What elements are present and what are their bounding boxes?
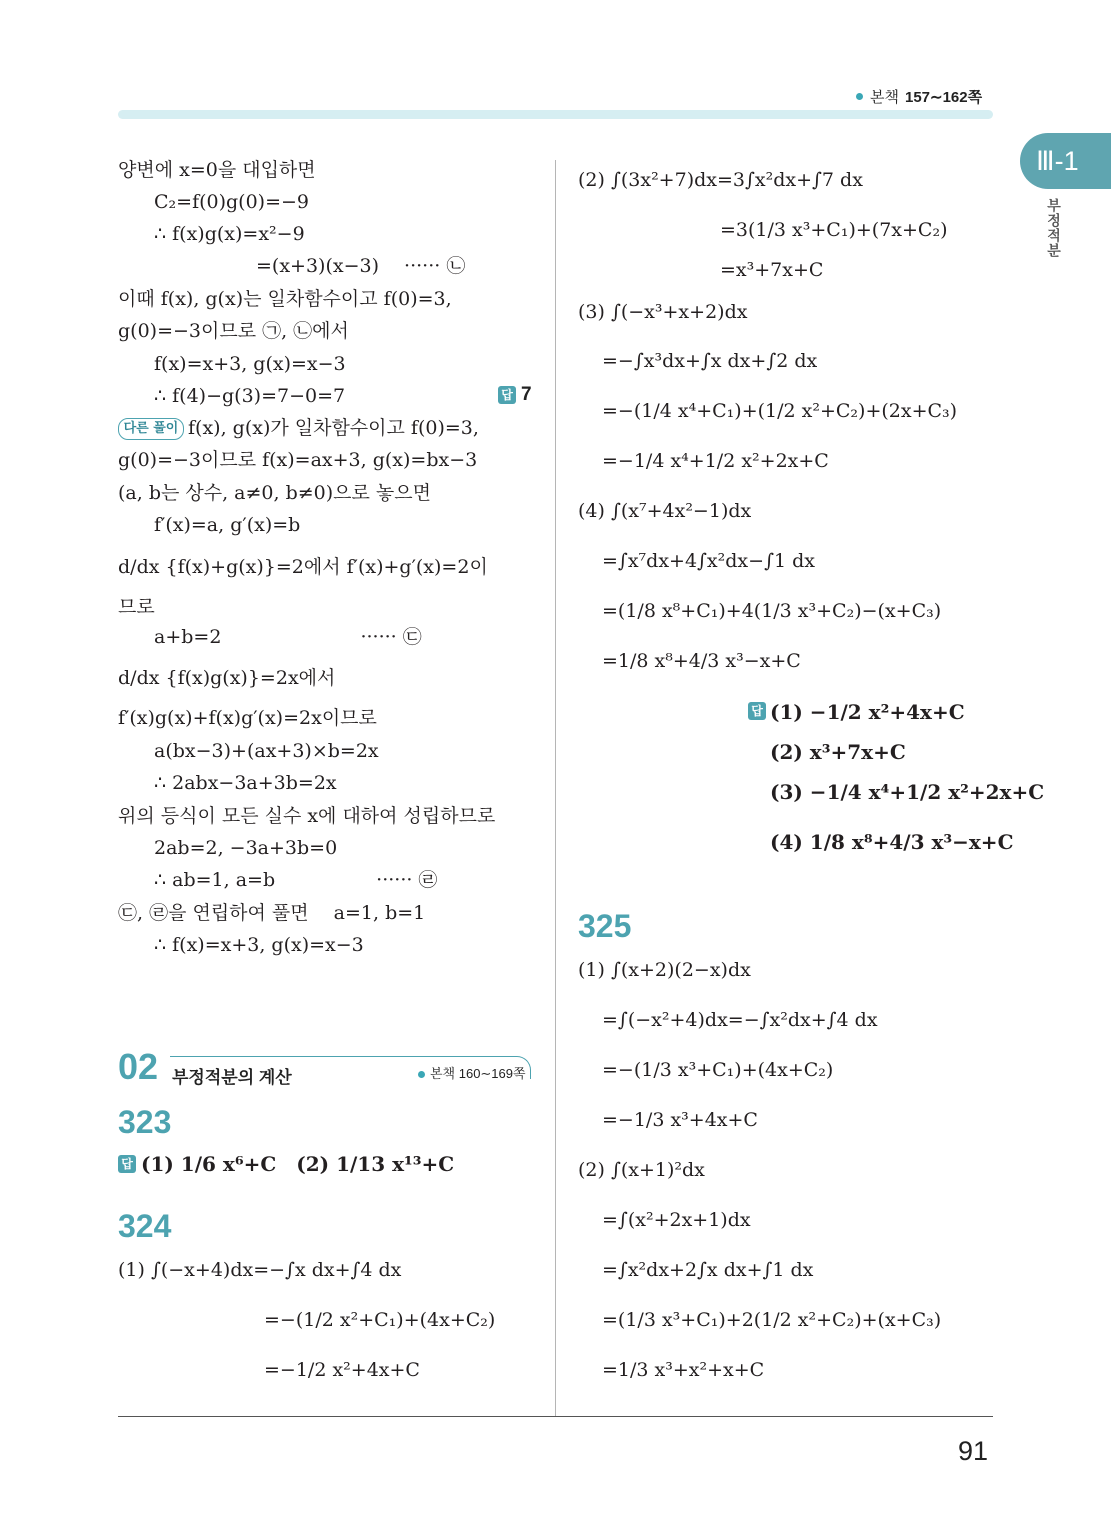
math-line: =(1/3 x³+C₁)+2(1/2 x²+C₂)+(x+C₃): [602, 1309, 942, 1331]
math-line: f′(x)=a, g′(x)=b: [154, 514, 301, 536]
math-line: (3) ∫(−x³+x+2)dx: [578, 301, 748, 323]
math-line: (1) ∫(−x+4)dx=−∫x dx+∫4 dx: [118, 1259, 402, 1281]
math-line: =−(1/3 x³+C₁)+(4x+C₂): [602, 1059, 834, 1081]
text-line: d/dx {f(x)g(x)}=2x에서: [118, 667, 336, 689]
answer-line: (1) −1/2 x²+4x+C: [770, 700, 965, 724]
text-line: 므로: [118, 596, 155, 618]
text-line: 이때 f(x), g(x)는 일차함수이고 f(0)=3,: [118, 288, 452, 310]
math-line: ∴ f(x)=x+3, g(x)=x−3: [154, 934, 364, 956]
chapter-tab: Ⅲ-1: [1020, 133, 1111, 189]
header-bar: [118, 110, 993, 119]
math-line: =−(1/2 x²+C₁)+(4x+C₂): [264, 1309, 496, 1331]
math-line: ∴ f(x)g(x)=x²−9: [154, 223, 305, 245]
text-line: f(x), g(x)가 일차함수이고 f(0)=3,: [188, 417, 479, 439]
answer-line: (3) −1/4 x⁴+1/2 x²+2x+C: [770, 780, 1045, 804]
math-line: =−1/2 x²+4x+C: [264, 1359, 420, 1381]
math-line: =−1/3 x³+4x+C: [602, 1109, 758, 1131]
text-line: 위의 등식이 모든 실수 x에 대하여 성립하므로: [118, 805, 496, 827]
math-line: 2ab=2, −3a+3b=0: [154, 837, 338, 859]
math-line: a(bx−3)+(ax+3)×b=2x: [154, 740, 379, 762]
math-line: =−∫x³dx+∫x dx+∫2 dx: [602, 350, 818, 372]
problem-number: 324: [118, 1208, 172, 1244]
text-line: g(0)=−3이므로 f(x)=ax+3, g(x)=bx−3: [118, 449, 478, 471]
answer-badge: 답: [748, 702, 766, 720]
math-line: C₂=f(0)g(0)=−9: [154, 191, 310, 213]
text-line: ㉢, ㉣을 연립하여 풀면 a=1, b=1: [118, 902, 426, 924]
alt-solution-badge: 다른 풀이: [118, 418, 184, 440]
math-line: =(1/8 x⁸+C₁)+4(1/3 x³+C₂)−(x+C₃): [602, 600, 942, 622]
page-number: 91: [958, 1436, 989, 1466]
text-line: f′(x)g(x)+f(x)g′(x)=2x이므로: [118, 707, 377, 729]
answer-badge: 답: [498, 386, 516, 404]
answer-value: 7: [521, 384, 532, 405]
math-line: (4) ∫(x⁷+4x²−1)dx: [578, 500, 752, 522]
answer-badge: 답: [118, 1155, 136, 1173]
math-line: =(x+3)(x−3) ······ ㉡: [256, 255, 466, 277]
text-line: (a, b는 상수, a≠0, b≠0)으로 놓으면: [118, 482, 431, 504]
section-number: 02: [118, 1046, 159, 1087]
problem-number: 325: [578, 908, 632, 944]
math-line: ∴ f(4)−g(3)=7−0=7: [154, 385, 346, 407]
book-reference: 본책 157∼162쪽: [856, 86, 982, 107]
bullet-dot-icon: [418, 1071, 425, 1078]
math-line: a+b=2 ······ ㉢: [154, 626, 422, 648]
math-line: =∫x²dx+2∫x dx+∫1 dx: [602, 1259, 814, 1281]
math-line: (2) ∫(3x²+7)dx=3∫x²dx+∫7 dx: [578, 169, 863, 191]
bullet-dot-icon: [856, 93, 863, 100]
math-line: =−(1/4 x⁴+C₁)+(1/2 x²+C₂)+(2x+C₃): [602, 400, 958, 422]
math-line: f(x)=x+3, g(x)=x−3: [154, 353, 346, 375]
footer-rule: [118, 1416, 993, 1417]
math-line: =∫(x²+2x+1)dx: [602, 1209, 751, 1231]
problem-number: 323: [118, 1104, 172, 1140]
math-line: =∫(−x²+4)dx=−∫x²dx+∫4 dx: [602, 1009, 878, 1031]
math-line: =−1/4 x⁴+1/2 x²+2x+C: [602, 450, 829, 472]
math-line: ∴ 2abx−3a+3b=2x: [154, 772, 337, 794]
math-line: (1) ∫(x+2)(2−x)dx: [578, 959, 751, 981]
section-reference: 본책 160∼169쪽: [418, 1063, 526, 1082]
text-line: 양변에 x=0을 대입하면: [118, 159, 316, 181]
answer-line: (4) 1/8 x⁸+4/3 x³−x+C: [770, 830, 1014, 854]
column-divider: [555, 160, 556, 1416]
chapter-label: 부정적분: [1046, 198, 1062, 258]
section-title: 부정적분의 계산: [172, 1068, 292, 1087]
text-line: g(0)=−3이므로 ㉠, ㉡에서: [118, 320, 349, 342]
text-line: d/dx {f(x)+g(x)}=2에서 f′(x)+g′(x)=2이: [118, 556, 488, 578]
math-line: =1/8 x⁸+4/3 x³−x+C: [602, 650, 801, 672]
math-line: =3(1/3 x³+C₁)+(7x+C₂): [720, 219, 948, 241]
math-line: =1/3 x³+x²+x+C: [602, 1359, 765, 1381]
math-line: =x³+7x+C: [720, 259, 824, 281]
math-line: ∴ ab=1, a=b ······ ㉣: [154, 869, 438, 891]
answer-line: (2) x³+7x+C: [770, 740, 906, 764]
math-line: =∫x⁷dx+4∫x²dx−∫1 dx: [602, 550, 815, 572]
math-line: (2) ∫(x+1)²dx: [578, 1159, 705, 1181]
answer-line: (1) 1/6 x⁶+C (2) 1/13 x¹³+C: [141, 1152, 455, 1176]
